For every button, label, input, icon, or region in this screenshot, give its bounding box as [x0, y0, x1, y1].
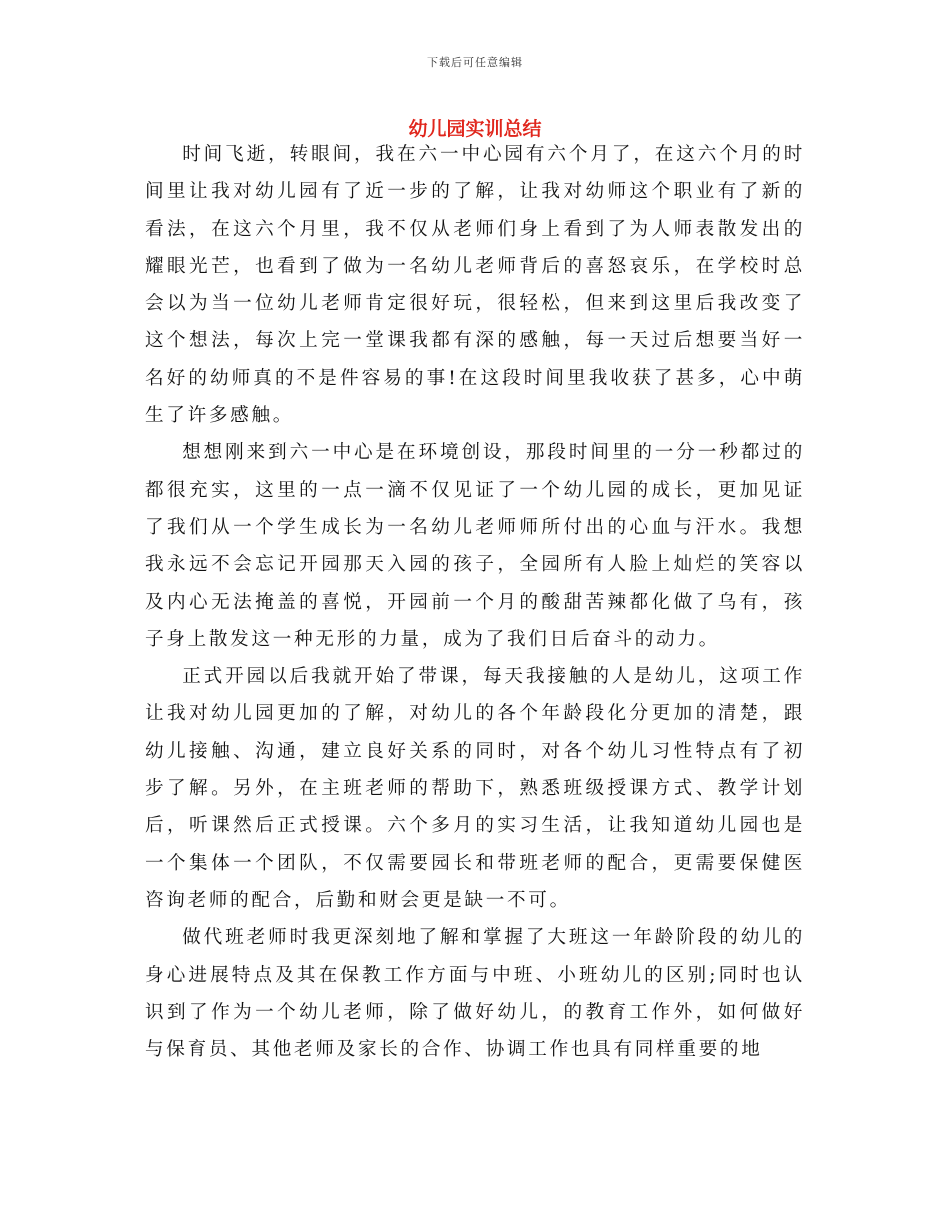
document-body: [145, 136, 805, 1068]
document-title: 幼儿园实训总结: [408, 118, 542, 140]
paragraph-1: 时间飞逝，转眼间，我在六一中心园有六个月了，在这六个月的时间里让我对幼儿园有了近一步的了解，让我对幼师这个职业有了新的看法，在这六个月里，我不仅从老师们身上看到了为人师表散发出的耀眼光芒，也看到了做为一名幼儿老师背后的喜怒哀乐，在学校时总会以为当一位幼儿老师肯定很好玩，很轻松，但来到这里后我改变了这个想法，每次上完一堂课我都有深的感触，每一天过后想要当好一名好的幼师真的不是件容易的事!在这段时间里我收获了甚多，心中萌生了许多感触。: [145, 144, 805, 427]
paragraph-2: 想想刚来到六一中心是在环境创设，那段时间里的一分一秒都过的都很充实，这里的一点一滴不仅见证了一个幼儿园的成长，更加见证了我们从一个学生成长为一名幼儿老师师所付出的心血与汗水。我想我永远不会忘记开园那天入园的孩子，全园所有人脸上灿烂的笑容以及内心无法掩盖的喜悦，开园前一个月的酸甜苦辣都化做了乌有，孩子身上散发这一种无形的力量，成为了我们日后奋斗的动力。: [145, 442, 805, 650]
paragraph-3: 正式开园以后我就开始了带课，每天我接触的人是幼儿，这项工作让我对幼儿园更加的了解，对幼儿的各个年龄段化分更加的清楚，跟幼儿接触、沟通，建立良好关系的同时，对各个幼儿习性特点有了初步了解。另外，在主班老师的帮助下，熟悉班级授课方式、教学计划后，听课然后正式授课。六个多月的实习生活，让我知道幼儿园也是一个集体一个团队，不仅需要园长和带班老师的配合，更需要保健医咨询老师的配合，后勤和财会更是缺一不可。: [145, 666, 805, 911]
header-note: 下载后可任意编辑: [427, 56, 523, 69]
paragraph-4: 做代班老师时我更深刻地了解和掌握了大班这一年龄阶段的幼儿的身心进展特点及其在保教工作方面与中班、小班幼儿的区别;同时也认识到了作为一个幼儿老师，除了做好幼儿，的教育工作外，如何做好与保育员、其他老师及家长的合作、协调工作也具有同样重要的地: [145, 927, 805, 1061]
